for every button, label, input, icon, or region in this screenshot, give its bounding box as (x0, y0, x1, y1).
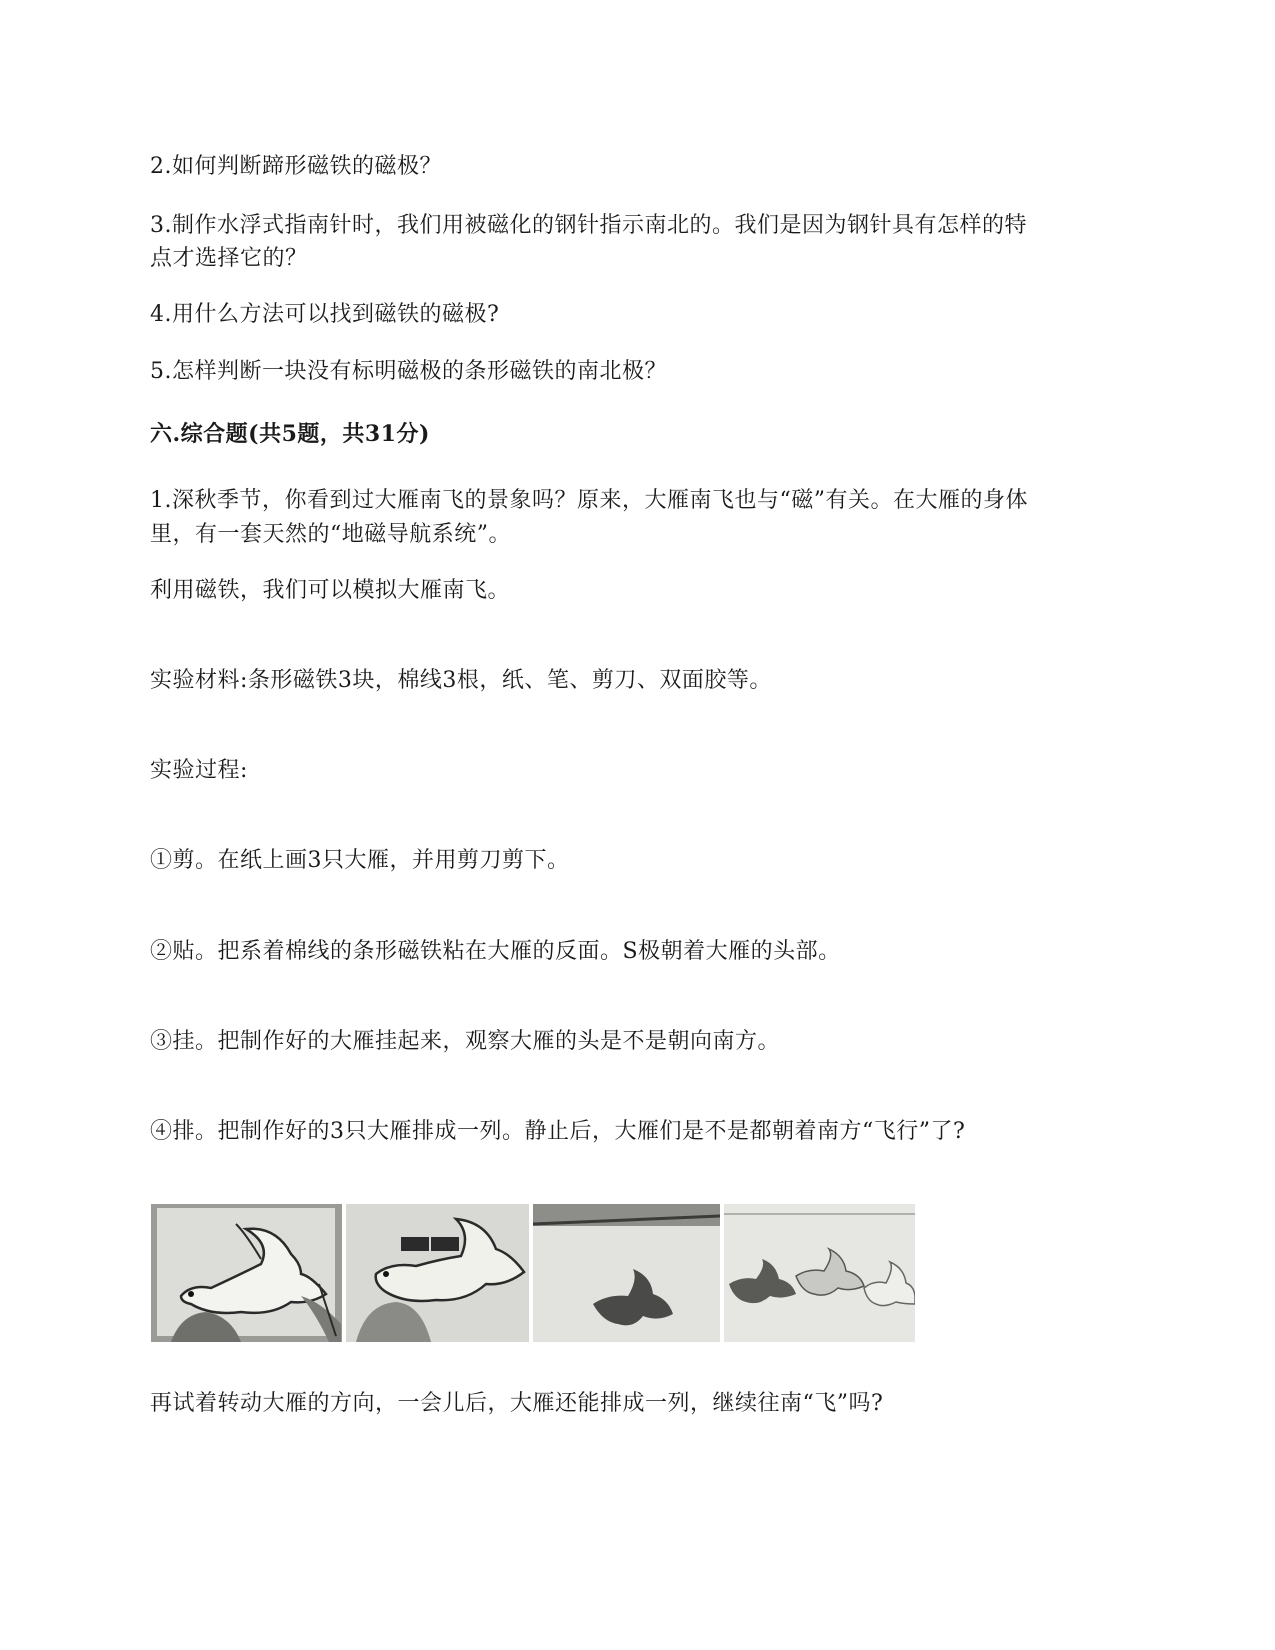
goose-magnet-illustration (346, 1204, 529, 1342)
question-3-line-2: 点才选择它的？ (150, 246, 308, 271)
photo-stick-step (346, 1204, 529, 1342)
section-6-question-1-line-2: 里，有一套天然的“地磁导航系统”。 (150, 522, 511, 547)
photo-line-up-step (724, 1204, 915, 1342)
geese-in-line-illustration (724, 1204, 915, 1342)
photo-hang-step (533, 1204, 720, 1342)
question-2: 2.如何判断蹄形磁铁的磁极？ (150, 154, 442, 179)
process-label: 实验过程: (150, 758, 248, 783)
question-4: 4.用什么方法可以找到磁铁的磁极? (150, 302, 500, 327)
step-4: ④排。把制作好的3只大雁排成一列。静止后，大雁们是不是都朝着南方“飞行”了? (150, 1119, 966, 1144)
goose-cutting-illustration (151, 1204, 342, 1342)
step-1: ①剪。在纸上画3只大雁，并用剪刀剪下。 (150, 848, 570, 873)
materials-text: 实验材料:条形磁铁3块，棉线3根，纸、笔、剪刀、双面胶等。 (150, 668, 772, 693)
goose-hanging-illustration (533, 1204, 720, 1342)
step-3: ③挂。把制作好的大雁挂起来，观察大雁的头是不是朝向南方。 (150, 1029, 781, 1054)
photo-cut-step (151, 1204, 342, 1342)
question-5: 5.怎样判断一块没有标明磁极的条形磁铁的南北极？ (150, 359, 667, 384)
intro-text: 利用磁铁，我们可以模拟大雁南飞。 (150, 578, 511, 603)
step-2: ②贴。把系着棉线的条形磁铁粘在大雁的反面。S极朝着大雁的头部。 (150, 939, 841, 964)
closing-question: 再试着转动大雁的方向，一会儿后，大雁还能排成一列，继续往南“飞”吗? (150, 1391, 884, 1416)
section-6-heading: 六.综合题(共5题，共31分) (150, 421, 430, 447)
question-3-line-1: 3.制作水浮式指南针时，我们用被磁化的钢针指示南北的。我们是因为钢针具有怎样的特 (150, 213, 1027, 238)
section-6-question-1-line-1: 1.深秋季节，你看到过大雁南飞的景象吗？原来，大雁南飞也与“磁”有关。在大雁的身体 (150, 488, 1028, 513)
